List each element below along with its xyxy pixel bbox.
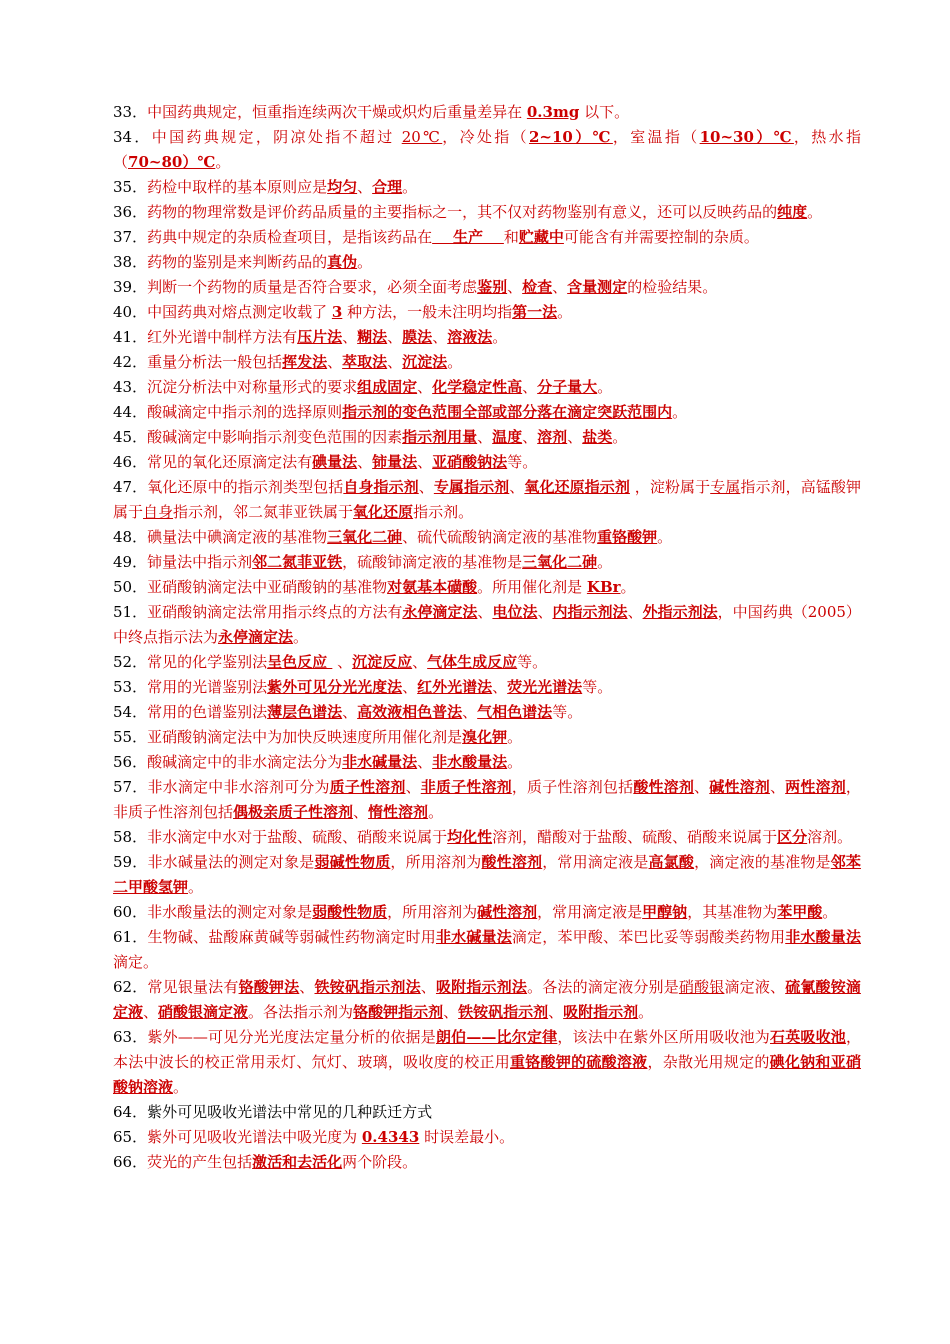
question-item — [113, 1100, 861, 1125]
question-text: 重量分析法一般包括 — [147, 353, 283, 371]
question-text: 、 — [342, 328, 358, 346]
question-text: ，质子性溶剂包括 — [511, 778, 634, 796]
question-text: 、 — [492, 678, 508, 696]
question-number: 61． — [113, 928, 148, 946]
answer-text: 真伪 — [327, 253, 358, 271]
answer-text: 非水碱量法 — [435, 928, 512, 946]
answer-text: 呈色反应 — [267, 653, 333, 671]
answer-text: KBr — [586, 578, 621, 596]
question-text: 常见的化学鉴别法 — [147, 653, 268, 671]
question-text: ，淀粉属于 — [629, 478, 711, 496]
answer-text: 石英吸收池 — [770, 1028, 846, 1046]
question-item — [113, 925, 861, 975]
answer-text: 酸性溶剂 — [481, 853, 543, 871]
answer-text: 铬酸钾法 — [238, 978, 300, 996]
question-text: 。 — [612, 428, 628, 446]
question-text: 、硫代硫酸钠滴定液的基准物 — [402, 528, 598, 546]
question-text: 。 — [492, 328, 508, 346]
question-item — [113, 325, 861, 350]
question-number: 44． — [113, 403, 148, 421]
question-text: 常用的色谱鉴别法 — [147, 703, 268, 721]
answer-text: 盐类 — [582, 428, 613, 446]
answer-text: 鉴别 — [477, 278, 508, 296]
question-item — [113, 450, 861, 475]
answer-text: 指示剂的变色范围全部或部分落在滴定突跃范围内 — [342, 403, 673, 421]
answer-text: 溶液法 — [447, 328, 493, 346]
question-item — [113, 550, 861, 575]
question-text: 、 — [299, 978, 315, 996]
question-text: 滴定，苯甲酸、苯巴比妥等弱酸类药物用 — [511, 928, 786, 946]
answer-text: 萃取法 — [342, 353, 388, 371]
answer-text: 非水酸量法 — [785, 928, 861, 946]
question-text: ，室温指（ — [612, 128, 700, 146]
question-text: 。 — [293, 628, 309, 646]
question-text: 沉淀分析法中对称量形式的要求 — [147, 378, 358, 396]
question-text: 可能含有并需要控制的杂质。 — [563, 228, 759, 246]
question-text: 酸碱滴定中指示剂的选择原则 — [147, 403, 343, 421]
answer-text: 高效液相色普法 — [357, 703, 463, 721]
question-text: 等。 — [517, 653, 548, 671]
question-text: 、 — [477, 603, 493, 621]
question-text: 。 — [620, 578, 636, 596]
question-text: 、 — [552, 278, 568, 296]
answer-text: 荧光光谱法 — [507, 678, 583, 696]
question-number: 66． — [113, 1153, 148, 1171]
question-text: 。各法指示剂为 — [248, 1003, 354, 1021]
question-text: 溶剂。 — [807, 828, 853, 846]
answer-text: 甲醇钠 — [642, 903, 688, 921]
answer-text: 紫外可见分光光度法 — [267, 678, 403, 696]
question-number: 37． — [113, 228, 148, 246]
question-text: 以下。 — [579, 103, 630, 121]
answer-text: 分子量大 — [537, 378, 598, 396]
question-text: ，常用滴定液是 — [542, 853, 649, 871]
answer-text: 吸附指示剂 — [563, 1003, 639, 1021]
question-text: 两个阶段。 — [342, 1153, 418, 1171]
question-number: 33． — [113, 103, 148, 121]
answer-text: 三氧化二砷 — [522, 553, 598, 571]
question-text: 常用的光谱鉴别法 — [147, 678, 268, 696]
question-text: 指示剂。 — [413, 503, 474, 521]
question-text: 。 — [807, 203, 823, 221]
answer-text: 硫氰酸铵滴定液 — [113, 978, 861, 1021]
question-text: 、 — [417, 453, 433, 471]
question-text: 常见的氧化还原滴定法有 — [147, 453, 313, 471]
answer-text: 膜法 — [402, 328, 433, 346]
question-text: 、 — [462, 703, 478, 721]
question-text: 、 — [769, 778, 786, 796]
question-number: 64． — [113, 1103, 148, 1121]
answer-text: 重铬酸钾 — [597, 528, 658, 546]
answer-text: 邻二氮菲亚铁 — [252, 553, 343, 571]
question-item — [113, 350, 861, 375]
question-text: 非水滴定中水对于盐酸、硫酸、硝酸来说属于 — [147, 828, 448, 846]
question-text: 。 — [672, 403, 688, 421]
answer-text: 铈量法 — [372, 453, 418, 471]
answer-text: 第一法 — [512, 303, 558, 321]
answer-text: 非质子性溶剂 — [420, 778, 512, 796]
answer-text: 气体生成反应 — [427, 653, 518, 671]
question-number: 65． — [113, 1128, 148, 1146]
answer-text: 硝酸银滴定液 — [158, 1003, 249, 1021]
question-number: 36． — [113, 203, 148, 221]
question-number: 59． — [113, 853, 148, 871]
question-text: 紫外可见吸收光谱法中吸光度为 — [147, 1128, 362, 1146]
question-item — [113, 700, 861, 725]
question-number: 34． — [113, 128, 152, 146]
question-text: 等。 — [552, 703, 583, 721]
question-text: 、 — [627, 603, 643, 621]
answer-text: 重铬酸钾的硫酸溶液 — [510, 1053, 648, 1071]
question-text: 指示剂，高锰酸钾属于 — [113, 478, 861, 521]
answer-text: 碱性溶剂 — [477, 903, 538, 921]
question-text: ，所用溶剂为 — [390, 853, 482, 871]
question-item — [113, 525, 861, 550]
question-number: 40． — [113, 303, 148, 321]
question-item — [113, 250, 861, 275]
question-text: 、 — [143, 1003, 159, 1021]
answer-text: 含量测定 — [567, 278, 628, 296]
question-text: 、 — [357, 453, 373, 471]
question-text: 、 — [507, 278, 523, 296]
question-text: 、 — [509, 478, 525, 496]
question-text: 。 — [822, 903, 838, 921]
answer-text: 生产 — [432, 228, 504, 246]
question-number: 41． — [113, 328, 148, 346]
question-text: 溶剂，醋酸对于盐酸、硫酸、硝酸来说属于 — [492, 828, 778, 846]
question-text: 氧化还原中的指示剂类型包括 — [147, 478, 344, 496]
question-text: 亚硝酸钠滴定法常用指示终点的方法有 — [147, 603, 403, 621]
question-text: ，滴定液的基准物是 — [694, 853, 831, 871]
question-text: ，本法中波长的校正常用汞灯、氘灯、玻璃，吸收度的校正用 — [113, 1028, 861, 1071]
answer-text: 均匀 — [327, 178, 358, 196]
question-text: 、 — [522, 378, 538, 396]
question-text: 。各法的滴定液分别是 — [527, 978, 679, 996]
question-number: 46． — [113, 453, 148, 471]
answer-text: 红外光谱法 — [417, 678, 493, 696]
answer-text: 内指示剂法 — [552, 603, 628, 621]
question-item — [113, 225, 861, 250]
answer-text: 薄层色谱法 — [267, 703, 343, 721]
question-item — [113, 975, 861, 1025]
question-text: 、 — [402, 678, 418, 696]
answer-text: 溶剂 — [537, 428, 568, 446]
question-item — [113, 175, 861, 200]
answer-text: 永停滴定法 — [402, 603, 478, 621]
question-text: 。 — [638, 1003, 654, 1021]
question-number: 42． — [113, 353, 148, 371]
question-text: 滴定液、 — [724, 978, 786, 996]
answer-text: 氧化还原指示剂 — [524, 478, 630, 496]
question-text: 、 — [405, 778, 421, 796]
question-item — [113, 475, 861, 525]
question-text: 判断一个药物的质量是否符合要求，必须全面考虑 — [147, 278, 478, 296]
answer-text: 沉淀反应 — [352, 653, 413, 671]
question-text: ，热水指（ — [113, 128, 861, 171]
answer-text: 亚硝酸钠法 — [432, 453, 508, 471]
question-text: ，该法中在紫外区所用吸收池为 — [557, 1028, 771, 1046]
question-text: 。 — [507, 753, 523, 771]
answer-text: 质子性溶剂 — [329, 778, 406, 796]
answer-text: 邻苯二甲酸氢钾 — [113, 853, 861, 896]
underlined-text: 20℃ — [401, 128, 443, 146]
question-text: 。 — [215, 153, 231, 171]
answer-text: 糊法 — [357, 328, 388, 346]
question-text: 紫外可见吸收光谱法中常见的几种跃迁方式 — [147, 1103, 433, 1121]
question-text: 。 — [357, 253, 373, 271]
question-text: 。 — [188, 878, 204, 896]
question-text: ，中国药典（2005）中终点指示法为 — [113, 603, 861, 646]
question-number: 51． — [113, 603, 148, 621]
question-text: 、 — [353, 803, 369, 821]
answer-text: 激活和去活化 — [252, 1153, 343, 1171]
question-text: 、 — [417, 753, 433, 771]
question-text: 、 — [420, 978, 436, 996]
answer-text: 电位法 — [492, 603, 538, 621]
question-text: 。 — [173, 1078, 189, 1096]
question-text: 、 — [418, 478, 434, 496]
question-item — [113, 375, 861, 400]
answer-text: 高氯酸 — [648, 853, 695, 871]
question-text: 紫外——可见分光光度法定量分析的依据是 — [147, 1028, 436, 1046]
answer-text: 0.3mg — [526, 103, 580, 121]
question-text: 红外光谱中制样方法有 — [147, 328, 298, 346]
question-text: 、 — [417, 378, 433, 396]
question-item — [113, 825, 861, 850]
question-text: 药典中规定的杂质检查项目，是指该药品在 — [147, 228, 433, 246]
answer-text: 自身指示剂 — [343, 478, 419, 496]
answer-text: 0.4343 — [361, 1128, 420, 1146]
document-body — [113, 100, 861, 1175]
answer-text: 纯度 — [777, 203, 808, 221]
answer-text: 区分 — [777, 828, 808, 846]
question-text: 。 — [657, 528, 673, 546]
answer-text: 10~30）℃ — [699, 128, 794, 146]
answer-text: 气相色谱法 — [477, 703, 553, 721]
answer-text: 酸性溶剂 — [633, 778, 695, 796]
question-text: 。 — [428, 803, 444, 821]
question-text: 、 — [694, 778, 710, 796]
question-text: 中国药典对熔点测定收载了 — [147, 303, 332, 321]
answer-text: 对氨基本磺酸 — [387, 578, 478, 596]
question-text: 酸碱滴定中的非水滴定法分为 — [147, 753, 343, 771]
question-text: 。所用催化剂是 — [477, 578, 587, 596]
question-text: 种方法，一般未注明均指 — [342, 303, 513, 321]
question-item — [113, 1125, 861, 1150]
question-text: 时误差最小。 — [419, 1128, 515, 1146]
answer-text: 永停滴定法 — [218, 628, 294, 646]
question-text: 、 — [387, 328, 403, 346]
question-text: 、 — [443, 1003, 459, 1021]
answer-text: 外指示剂法 — [642, 603, 718, 621]
answer-text: 组成固定 — [357, 378, 418, 396]
question-number: 62． — [113, 978, 148, 996]
question-text: 。 — [447, 353, 463, 371]
question-text: 、 — [332, 653, 353, 671]
answer-text: 吸附指示剂法 — [435, 978, 528, 996]
answer-text: 苯甲酸 — [777, 903, 823, 921]
question-number: 52． — [113, 653, 148, 671]
question-text: 非水碱量法的测定对象是 — [147, 853, 315, 871]
answer-text: 三氧化二砷 — [327, 528, 403, 546]
question-number: 60． — [113, 903, 148, 921]
answer-text: 非水酸量法 — [432, 753, 508, 771]
question-item — [113, 200, 861, 225]
answer-text: 碘量法 — [312, 453, 358, 471]
question-text: 中国药典规定，阴凉处指不超过 — [151, 128, 402, 146]
answer-text: 挥发法 — [282, 353, 328, 371]
answer-text: 碘化钠和亚硝酸钠溶液 — [113, 1053, 861, 1096]
question-text: 、 — [477, 428, 493, 446]
question-number: 35． — [113, 178, 148, 196]
answer-text: 溴化钾 — [462, 728, 508, 746]
question-text: 、 — [432, 328, 448, 346]
question-item — [113, 400, 861, 425]
answer-text: 朗伯——比尔定律 — [435, 1028, 558, 1046]
question-text: 非水滴定中非水溶剂可分为 — [147, 778, 330, 796]
question-text: ，硫酸铈滴定液的基准物是 — [342, 553, 523, 571]
question-text: 铈量法中指示剂 — [147, 553, 253, 571]
question-item — [113, 900, 861, 925]
question-text: 碘量法中碘滴定液的基准物 — [147, 528, 328, 546]
underlined-text: 硝酸银 — [678, 978, 725, 996]
answer-text: 碱性溶剂 — [709, 778, 770, 796]
question-text: 荧光的产生包括 — [147, 1153, 253, 1171]
answer-text: 2~10）℃ — [528, 128, 613, 146]
question-item — [113, 300, 861, 325]
question-item — [113, 1150, 861, 1175]
question-text: 药检中取样的基本原则应是 — [147, 178, 328, 196]
answer-text: 指示剂用量 — [402, 428, 478, 446]
question-item — [113, 775, 861, 825]
question-text: 、 — [357, 178, 373, 196]
answer-text: 70~80）℃ — [128, 153, 216, 171]
question-text: 药物的物理常数是评价药品质量的主要指标之一，其不仅对药物鉴别有意义，还可以反映药品的 — [147, 203, 778, 221]
question-text: 非水酸量法的测定对象是 — [147, 903, 313, 921]
question-number: 48． — [113, 528, 148, 546]
question-text: 、 — [522, 428, 538, 446]
question-item — [113, 650, 861, 675]
question-text: 、 — [548, 1003, 564, 1021]
answer-text: 弱碱性物质 — [314, 853, 391, 871]
question-item — [113, 425, 861, 450]
answer-text: 氧化还原 — [353, 503, 414, 521]
question-text: ，冷处指（ — [442, 128, 529, 146]
question-text: 常见银量法有 — [147, 978, 239, 996]
question-item — [113, 100, 861, 125]
question-text: 。 — [557, 303, 573, 321]
question-text: 、 — [387, 353, 403, 371]
question-item — [113, 750, 861, 775]
question-text: 滴定。 — [113, 953, 159, 971]
question-text: ，其基准物为 — [687, 903, 778, 921]
question-number: 58． — [113, 828, 148, 846]
answer-text: 压片法 — [297, 328, 343, 346]
question-item — [113, 600, 861, 650]
question-number: 50． — [113, 578, 148, 596]
answer-text: 非水碱量法 — [342, 753, 418, 771]
question-number: 43． — [113, 378, 148, 396]
question-number: 38． — [113, 253, 148, 271]
answer-text: 铁铵矾指示剂 — [458, 1003, 549, 1021]
question-text: 。 — [402, 178, 418, 196]
answer-text: 贮藏中 — [518, 228, 564, 246]
question-text: 酸碱滴定中影响指示剂变色范围的因素 — [147, 428, 403, 446]
question-text: 。 — [597, 378, 613, 396]
answer-text: 沉淀法 — [402, 353, 448, 371]
answer-text: 偶极亲质子性溶剂 — [233, 803, 354, 821]
question-text: 和 — [503, 228, 519, 246]
answer-text: 铬酸钾指示剂 — [353, 1003, 444, 1021]
question-item — [113, 1025, 861, 1100]
question-item — [113, 725, 861, 750]
answer-text: 温度 — [492, 428, 523, 446]
question-item — [113, 675, 861, 700]
question-item — [113, 125, 861, 175]
answer-text: 弱酸性物质 — [312, 903, 388, 921]
question-number: 47． — [113, 478, 148, 496]
answer-text: 均化性 — [447, 828, 493, 846]
question-text: 、 — [537, 603, 553, 621]
question-item — [113, 850, 861, 900]
question-text: 亚硝酸钠滴定法中为加快反映速度所用催化剂是 — [147, 728, 463, 746]
question-number: 54． — [113, 703, 148, 721]
question-item — [113, 275, 861, 300]
question-text: ，所用溶剂为 — [387, 903, 478, 921]
question-text: 。 — [507, 728, 523, 746]
question-number: 49． — [113, 553, 148, 571]
question-text: ，常用滴定液是 — [537, 903, 643, 921]
answer-text: 专属指示剂 — [433, 478, 510, 496]
question-text: 的检验结果。 — [627, 278, 718, 296]
question-text: 等。 — [507, 453, 538, 471]
answer-text: 惰性溶剂 — [368, 803, 429, 821]
question-text: 药物的鉴别是来判断药品的 — [147, 253, 328, 271]
question-text: 中国药典规定，恒重指连续两次干燥或炽灼后重量差异在 — [147, 103, 527, 121]
question-text: 、 — [342, 703, 358, 721]
answer-text: 两性溶剂 — [785, 778, 846, 796]
question-number: 55． — [113, 728, 148, 746]
underlined-text: 自身 — [143, 503, 174, 521]
question-number: 53． — [113, 678, 148, 696]
question-text: 、 — [567, 428, 583, 446]
answer-text: 检查 — [522, 278, 553, 296]
question-number: 39． — [113, 278, 148, 296]
question-item — [113, 575, 861, 600]
question-text: 等。 — [582, 678, 613, 696]
question-number: 56． — [113, 753, 148, 771]
question-number: 45． — [113, 428, 148, 446]
question-text: 生物碱、盐酸麻黄碱等弱碱性药物滴定时用 — [147, 928, 436, 946]
question-text: 、 — [412, 653, 428, 671]
question-number: 63． — [113, 1028, 148, 1046]
question-text: ，杂散光用规定的 — [647, 1053, 770, 1071]
question-text: 、 — [327, 353, 343, 371]
answer-text: 3 — [331, 303, 343, 321]
question-text: 亚硝酸钠滴定法中亚硝酸钠的基准物 — [147, 578, 388, 596]
question-text: 指示剂，邻二氮菲亚铁属于 — [173, 503, 354, 521]
question-number: 57． — [113, 778, 148, 796]
question-text: 。 — [597, 553, 613, 571]
answer-text: 合理 — [372, 178, 403, 196]
answer-text: 铁铵矾指示剂法 — [314, 978, 421, 996]
underlined-text: 专属 — [710, 478, 741, 496]
answer-text: 化学稳定性高 — [432, 378, 523, 396]
question-text: ，非质子性溶剂包括 — [113, 778, 861, 821]
